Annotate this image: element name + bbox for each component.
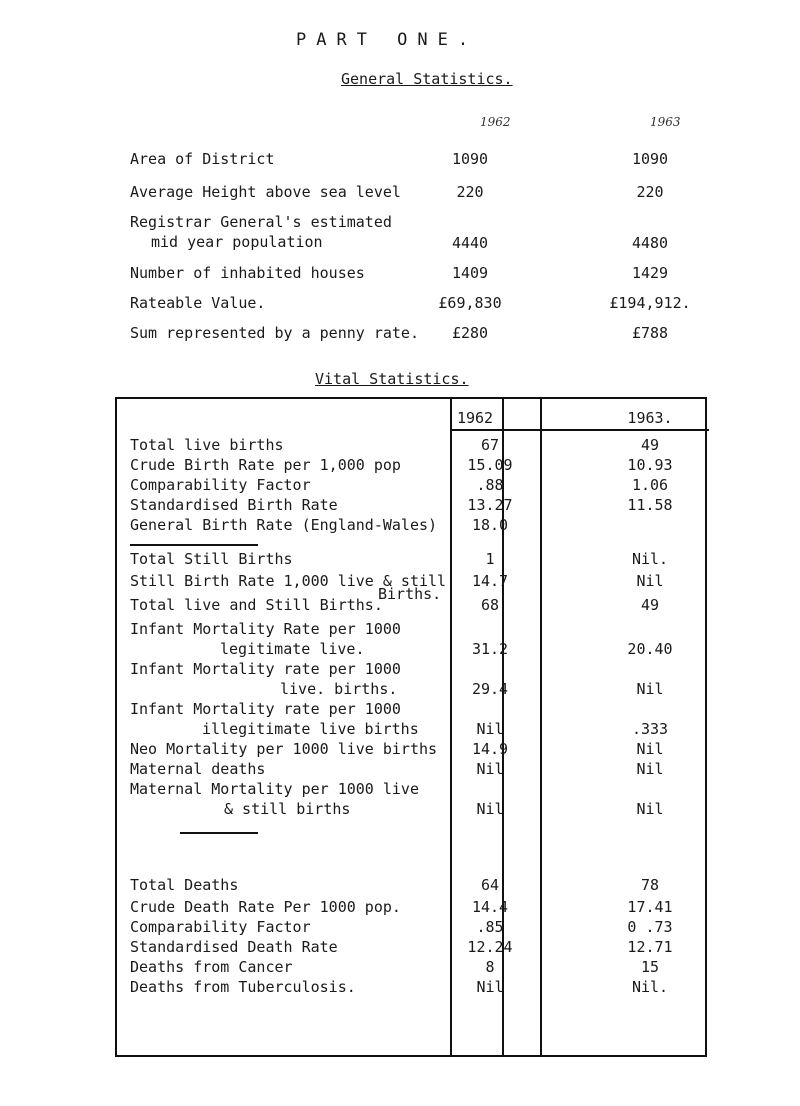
row-label: Comparability Factor (130, 476, 311, 494)
column-header-1963: 1963. (627, 409, 673, 427)
value-1963: 78 (640, 876, 660, 894)
row-label: Infant Mortality rate per 1000 (130, 700, 401, 718)
value-1962: 67 (480, 436, 500, 454)
section-title-vital: Vital Statistics. (315, 370, 469, 388)
value-1962: 1090 (451, 150, 489, 168)
row-label: Rateable Value. (130, 294, 266, 312)
header-underline (450, 429, 542, 431)
value-1963: Nil (636, 740, 664, 758)
row-label: Sum represented by a penny rate. (130, 324, 419, 342)
value-1963: .333 (631, 720, 669, 738)
value-1963: Nil (636, 800, 664, 818)
value-1962: 13.27 (467, 496, 513, 514)
value-1962: 29.4 (471, 680, 509, 698)
value-1963: 17.41 (627, 898, 673, 916)
row-label: Number of inhabited houses (130, 264, 365, 282)
general-row (130, 324, 690, 344)
row-label: Crude Birth Rate per 1,000 pop (130, 456, 401, 474)
value-1962: 1 (485, 550, 495, 568)
row-label-cont: legitimate live. (220, 640, 365, 658)
general-row (130, 294, 690, 314)
value-1963: 49 (640, 436, 660, 454)
value-1962: 1409 (451, 264, 489, 282)
row-label-cont: mid year population (151, 233, 323, 251)
value-1963: 10.93 (627, 456, 673, 474)
value-1962: 14.7 (471, 572, 509, 590)
header-underline (540, 429, 709, 431)
row-label: Infant Mortality Rate per 1000 (130, 620, 401, 638)
row-label: Standardised Birth Rate (130, 496, 338, 514)
row-label: Neo Mortality per 1000 live births (130, 740, 438, 758)
row-label: Still Birth Rate 1,000 live & still (130, 572, 447, 590)
value-1963: Nil (636, 760, 664, 778)
general-row (130, 183, 690, 203)
column-header-1962: 1962 (456, 409, 494, 427)
row-label: Standardised Death Rate (130, 938, 338, 956)
value-1962: £69,830 (438, 294, 502, 312)
row-label-cont: live. births. (280, 680, 398, 698)
general-row (130, 264, 690, 284)
value-1963: 20.40 (627, 640, 673, 658)
section-rule (130, 544, 258, 546)
value-1962: Nil (476, 800, 504, 818)
value-1963: 11.58 (627, 496, 673, 514)
row-label: Maternal deaths (130, 760, 266, 778)
row-label: Crude Death Rate Per 1000 pop. (130, 898, 401, 916)
general-row (130, 150, 690, 170)
section-rule (180, 832, 258, 834)
row-label: Average Height above sea level (130, 183, 401, 201)
value-1963: Nil (636, 680, 664, 698)
value-1962: 64 (480, 876, 500, 894)
value-1962: 14.4 (471, 898, 509, 916)
row-label: Registrar General's estimated (130, 213, 392, 231)
row-label: Maternal Mortality per 1000 live (130, 780, 419, 798)
handwritten-year-1963: 1963 (650, 115, 681, 129)
row-label: Total live births (130, 436, 284, 454)
row-label: Total Deaths (130, 876, 239, 894)
value-1962: £280 (451, 324, 489, 342)
value-1962: .85 (476, 918, 504, 936)
value-1963: 1090 (631, 150, 669, 168)
row-label: Comparability Factor (130, 918, 311, 936)
value-1963: 220 (636, 183, 664, 201)
value-1962: Nil (476, 720, 504, 738)
value-1962: 8 (485, 958, 495, 976)
value-1963: 1.06 (631, 476, 669, 494)
row-label: Infant Mortality rate per 1000 (130, 660, 401, 678)
value-1963: Nil. (631, 978, 669, 996)
value-1962: 14.9 (471, 740, 509, 758)
value-1962: Nil (476, 978, 504, 996)
row-label-cont: & still births (224, 800, 351, 818)
births-superscript: Births. (378, 585, 442, 603)
value-1962: 68 (480, 596, 500, 614)
row-label: Deaths from Tuberculosis. (130, 978, 356, 996)
value-1963: 49 (640, 596, 660, 614)
value-1963: Nil (636, 572, 664, 590)
value-1963: 15 (640, 958, 660, 976)
row-label: Area of District (130, 150, 275, 168)
handwritten-year-1962: 1962 (480, 115, 511, 129)
page-title: PART ONE. (296, 30, 479, 50)
row-label: General Birth Rate (England-Wales) (130, 516, 438, 534)
value-1963: Nil. (631, 550, 669, 568)
value-1963: 12.71 (627, 938, 673, 956)
value-1962: 31.2 (471, 640, 509, 658)
row-label: Total live and Still Births. (130, 596, 383, 614)
value-1962: 220 (456, 183, 484, 201)
value-1962: Nil (476, 760, 504, 778)
value-1962: 18.0 (471, 516, 509, 534)
value-1963: 4480 (631, 234, 669, 252)
value-1962: 4440 (451, 234, 489, 252)
row-label: Deaths from Cancer (130, 958, 293, 976)
value-1963: 1429 (631, 264, 669, 282)
column-divider (540, 399, 542, 1055)
value-1962: 12.24 (467, 938, 513, 956)
value-1963: 0 .73 (627, 918, 673, 936)
value-1962: 15.09 (467, 456, 513, 474)
value-1962: .88 (476, 476, 504, 494)
row-label: Total Still Births (130, 550, 293, 568)
value-1963: £194,912. (609, 294, 691, 312)
row-label-cont: illegitimate live births (202, 720, 419, 738)
value-1963: £788 (631, 324, 669, 342)
section-title-general: General Statistics. (341, 70, 513, 88)
general-row (130, 213, 690, 252)
